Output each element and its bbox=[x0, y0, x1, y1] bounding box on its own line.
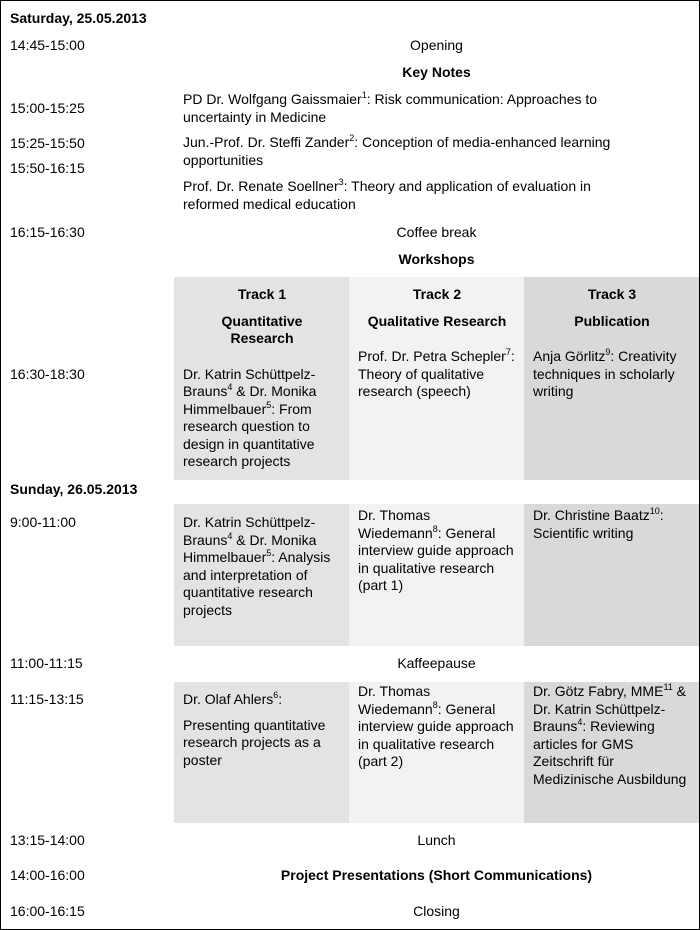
time-cell: 16:00-16:15 bbox=[10, 903, 85, 919]
text-segment: Dr. Thomas Wiedemann bbox=[358, 683, 433, 717]
text-segment: : Risk communication: Approaches to uncertainty in Medicine bbox=[183, 91, 598, 125]
time-cell: 16:15-16:30 bbox=[10, 224, 85, 240]
workshop-session bbox=[358, 507, 516, 595]
footnote-ref: 1 bbox=[361, 90, 367, 100]
workshop-session bbox=[183, 514, 341, 619]
footnote-ref: 8 bbox=[432, 523, 438, 534]
time-cell: 15:50-16:15 bbox=[10, 160, 85, 176]
time-cell: 9:00-11:00 bbox=[10, 514, 76, 530]
text-segment: Anja Görlitz bbox=[533, 348, 606, 364]
track-1-cell bbox=[174, 504, 349, 646]
text-segment: : bbox=[278, 691, 283, 707]
track-3-subtitle: Publication bbox=[574, 312, 650, 329]
footnote-ref: 5 bbox=[266, 548, 272, 558]
text-segment: : General interview guide approach in qualitative research (part 2) bbox=[358, 700, 514, 769]
workshop-session bbox=[183, 691, 341, 769]
text-segment: & Dr. Katrin Schüttpelz-Brauns bbox=[533, 683, 687, 734]
text-segment: Dr. Katrin Schüttpelz-Brauns bbox=[183, 514, 316, 548]
footnote-ref: 3 bbox=[338, 177, 344, 187]
day-heading-sunday: Sunday, 26.05.2013 bbox=[10, 481, 138, 497]
time-cell: 14:45-15:00 bbox=[10, 37, 85, 53]
time-cell: 11:00-11:15 bbox=[10, 655, 83, 671]
time-cell: 11:15-13:15 bbox=[10, 691, 84, 707]
text-segment: : Analysis and interpretation of quantitative research projects bbox=[183, 549, 331, 618]
track-3-cell bbox=[524, 682, 699, 823]
text-segment: Dr. Götz Fabry, MME bbox=[533, 683, 664, 699]
paragraph-break bbox=[183, 709, 341, 717]
keynote-2 bbox=[183, 134, 623, 169]
workshop-session bbox=[358, 348, 516, 401]
footnote-ref: 7 bbox=[505, 347, 511, 357]
text-segment: & Dr. Monika Himmelbauer bbox=[183, 531, 317, 565]
text-segment: Dr. Christine Baatz bbox=[533, 507, 650, 523]
track-2-title: Track 2 bbox=[412, 286, 462, 302]
footnote-ref: 4 bbox=[227, 530, 233, 541]
time-cell: 16:30-18:30 bbox=[10, 366, 85, 382]
text-segment: & Dr. Monika Himmelbauer bbox=[183, 383, 317, 417]
session-kaffeepause: Kaffeepause bbox=[397, 655, 476, 671]
day-heading-saturday: Saturday, 25.05.2013 bbox=[10, 10, 147, 26]
footnote-ref: 10 bbox=[649, 506, 660, 516]
footnote-ref: 8 bbox=[432, 699, 438, 710]
workshop-session bbox=[183, 366, 341, 471]
workshop-session bbox=[533, 507, 691, 542]
text-segment: : Creativity techniques in scholarly writing bbox=[533, 348, 677, 399]
track-3-cell bbox=[524, 504, 699, 646]
text-segment: PD Dr. Wolfgang Gaissmaier bbox=[183, 91, 362, 107]
text-segment: Jun.-Prof. Dr. Steffi Zander bbox=[183, 134, 350, 150]
workshop-session bbox=[358, 683, 516, 771]
time-cell: 14:00-16:00 bbox=[10, 867, 85, 883]
footnote-ref: 4 bbox=[577, 717, 583, 727]
text-segment: : From research question to design in quantitative research projects bbox=[183, 400, 315, 469]
time-cell: 15:00-15:25 bbox=[10, 100, 85, 116]
text-segment: Prof. Dr. Renate Soellner bbox=[183, 178, 339, 194]
track-1-cell bbox=[174, 277, 349, 480]
session-lunch: Lunch bbox=[417, 832, 456, 848]
footnote-ref: 6 bbox=[273, 690, 279, 700]
keynote-3 bbox=[183, 178, 623, 213]
text-segment: : Reviewing articles for GMS Zeitschrift für Medizinische Ausbildung bbox=[533, 718, 687, 787]
footnote-ref: 9 bbox=[605, 347, 611, 357]
text-segment: : General interview guide approach in qualitative research (part 1) bbox=[358, 524, 514, 593]
time-cell: 13:15-14:00 bbox=[10, 832, 85, 848]
text-segment: : Theory of qualitative research (speech) bbox=[358, 348, 515, 399]
text-segment: Dr. Thomas Wiedemann bbox=[358, 507, 433, 541]
track-2-subtitle: Qualitative Research bbox=[367, 312, 507, 329]
text-segment: Presenting quantitative research projects as a poster bbox=[183, 716, 326, 768]
text-segment: : Conception of media-enhanced learning opportunities bbox=[183, 134, 611, 168]
workshop-session bbox=[533, 683, 695, 788]
session-project-presentations: Project Presentations (Short Communications) bbox=[280, 867, 593, 883]
text-segment: Prof. Dr. Petra Schepler bbox=[358, 348, 506, 364]
time-cell: 15:25-15:50 bbox=[10, 135, 85, 151]
footnote-ref: 5 bbox=[266, 399, 272, 410]
keynote-1 bbox=[183, 91, 623, 126]
track-2-cell bbox=[349, 504, 524, 646]
track-1-cell bbox=[174, 682, 349, 823]
session-closing: Closing bbox=[413, 903, 460, 919]
track-2-cell bbox=[349, 682, 524, 823]
text-segment: : Theory and application of evaluation in reformed medical education bbox=[183, 178, 591, 212]
footnote-ref: 2 bbox=[349, 133, 355, 143]
footnote-ref: 11 bbox=[663, 682, 673, 692]
session-coffee-break: Coffee break bbox=[396, 224, 477, 240]
footnote-ref: 4 bbox=[227, 382, 233, 392]
text-segment: : Scientific writing bbox=[533, 507, 664, 541]
track-3-title: Track 3 bbox=[587, 286, 637, 302]
track-1-title: Track 1 bbox=[237, 286, 287, 302]
text-segment: Dr. Katrin Schüttpelz-Brauns bbox=[183, 365, 316, 399]
section-key-notes: Key Notes bbox=[402, 64, 471, 80]
section-workshops: Workshops bbox=[398, 251, 475, 267]
workshop-session bbox=[533, 348, 691, 401]
track-2-cell bbox=[349, 277, 524, 480]
track-3-cell bbox=[524, 277, 699, 480]
track-1-subtitle: Quantitative Research bbox=[221, 312, 303, 346]
session-opening: Opening bbox=[410, 37, 463, 53]
text-segment: Dr. Olaf Ahlers bbox=[183, 691, 274, 707]
